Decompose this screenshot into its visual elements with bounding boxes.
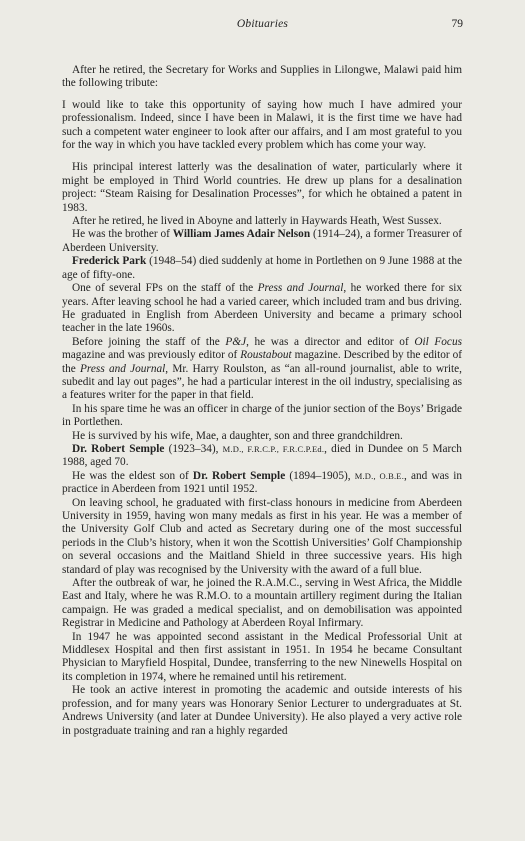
text-run: magazine. Described by the editor of the [62,349,463,375]
text-run: One of several FPs on the staff of the [72,282,258,295]
text-run: , died in Dundee on 5 March 1988, aged 70. [62,442,462,469]
text-run: After he retired, he lived in Aboyne and latterly in Haywards Heath, West Sussex. [72,215,442,228]
text-run: (1923–34), [164,442,223,455]
paragraph [62,470,462,497]
page-number: 79 [451,18,463,30]
paragraph [62,282,462,336]
text-run: He was the brother of [72,228,173,241]
publication-title: Oil Focus [414,335,462,348]
text-run: After the outbreak of war, he joined the R.A.M.C., serving in West Africa, the Middle East and Italy, where he was R.M.O. to a mountain artillery regiment during the Italian campaign. He was graded a medical specialist, and on demobilisation was appointed Registrar in Medicine and Pathology at Aberdeen Royal Infirmary. [62,577,462,630]
publication-title: Press and Journal [257,282,344,295]
text-run: He is survived by his wife, Mae, a daughter, son and three grandchildren. [72,429,403,442]
paragraph [62,215,462,228]
text-run: He was the eldest son of [72,469,193,482]
page-header [62,18,463,34]
paragraph [62,430,462,443]
paragraph [62,64,462,91]
text-run: , Mr. Harry Roulston, as “an all-round journalist, able to write, subedit and lay out pages”, he had a particular interest in the oil industry, specialising as a features writer for the paper in that field. [62,362,462,402]
text-run: In 1947 he was appointed second assistant in the Medical Professorial Unit at Middlesex Hospital and then first assistant in 1951. In 1954 he became Consultant Physician to Maryfield Hospital, Dundee, transferring to the new Ninewells Hospital on its completion in 1974, where he remained until his retirement. [62,630,462,683]
text-run: On leaving school, he graduated with first-class honours in medicine from Aberdeen University in 1959, having won many medals as first in his year. He was a member of the University Golf Club and acted as Secretary during one of the most successful periods in the Club’s history, when it won the Scottish Universities’ Golf Championship on several occasions and the Maitland Shield in three successive years. His high standard of play was recognised by the University with the award of a full blue. [62,496,462,576]
qualifications: M.D., F.R.C.P., F.R.C.P.Ed. [222,443,325,454]
paragraph [62,255,462,282]
text-run: , he was a director and editor of [246,335,415,348]
running-title: Obituaries [236,18,289,30]
text-run: (1894–1905), [285,469,355,482]
text-run: He took an active interest in promoting the academic and outside interests of his profession, and for many years was Honorary Senior Lecturer to undergraduates at St. Andrews University (and later at Dundee University). He also played a very active role in postgraduate training and ran a highly regarded [62,684,462,737]
text-run: , he worked there for six years. After leaving school he had a varied career, which included tram and bus driving. He graduated in English from Aberdeen University and became a primary school teacher in the late 1960s. [62,282,463,335]
text-run: In his spare time he was an officer in charge of the junior section of the Boys’ Brigade in Portlethen. [62,402,462,429]
paragraph [62,403,462,430]
paragraph [62,577,462,631]
text-run: His principal interest latterly was the desalination of water, particularly where it might be employed in Third World countries. He drew up plans for a desalination project: “Steam Raising for Desalination Processes”, for which he obtained a patent in 1983. [62,161,462,214]
text-run: (1914–24), a former Treasurer of Aberdeen University. [62,228,462,254]
paragraph [62,228,462,255]
person-name: Frederick Park [72,255,147,268]
text-run: (1948–54) died suddenly at home in Portlethen on 9 June 1988 at the age of fifty-one. [62,255,462,281]
person-name: William James Adair Nelson [172,228,311,241]
publication-title: Roustabout [240,349,292,362]
paragraph [62,161,462,215]
paragraph [62,497,462,577]
person-name: Dr. Robert Semple [192,469,286,482]
text-run: magazine and was previously editor of [62,349,241,362]
paragraph [62,684,462,738]
text-run: Before joining the staff of the [72,335,226,348]
person-name: Dr. Robert Semple [72,442,165,455]
text-run: , and was in practice in Aberdeen from 1921 until 1952. [62,469,462,496]
paragraph [62,336,462,403]
paragraph [62,631,462,685]
publication-title: Press and Journal [80,362,166,375]
qualifications: M.D., O.B.E. [354,470,405,481]
text-run: I would like to take this opportunity of saying how much I have admired your professionalism. Indeed, since I have been in Malawi, it is the first time we have had such a competent water engineer to look after our affairs, and I am most grateful to you for the way in which you have tackled every problem which has come your way. [62,98,462,152]
text-run: After he retired, the Secretary for Works and Supplies in Lilongwe, Malawi paid him the following tribute: [62,64,462,90]
obituary-text [62,64,462,738]
quoted-tribute [62,99,462,153]
paragraph [62,443,462,470]
publication-title: P&J [225,335,247,348]
